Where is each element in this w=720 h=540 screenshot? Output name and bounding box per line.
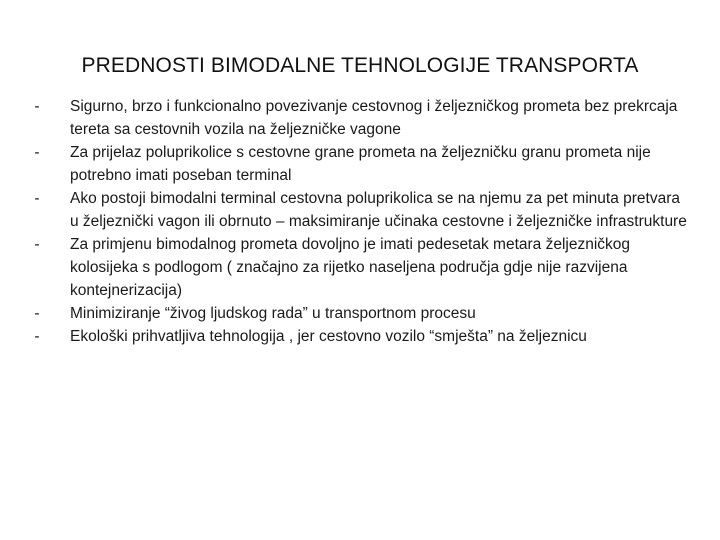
bullet-text: Ako postoji bimodalni terminal cestovna poluprikolica se na njemu za pet minuta pretvara u željeznički vagon ili obrnuto – maksimiranje učinaka cestovne i željezničke infrastrukture (70, 190, 687, 230)
slide-title: PREDNOSTI BIMODALNE TEHNOLOGIJE TRANSPORTA (81, 54, 639, 77)
bullet-item (30, 95, 690, 141)
bullet-text: Minimiziranje “živog ljudskog rada” u transportnom procesu (70, 305, 476, 322)
bullet-text: Ekološki prihvatljiva tehnologija , jer cestovno vozilo “smješta” na željeznicu (70, 328, 587, 345)
bullet-dash: - (34, 98, 40, 115)
bullet-list (30, 95, 690, 348)
bullet-text: Za prijelaz poluprikolice s cestovne grane prometa na željezničku granu prometa nije potrebno imati poseban terminal (70, 144, 651, 184)
bullet-item (30, 302, 690, 325)
bullet-item (30, 141, 690, 187)
bullet-dash: - (34, 328, 40, 345)
bullet-text: Za primjenu bimodalnog prometa dovoljno je imati pedesetak metara željezničkog kolosijeka s podlogom ( značajno za rijetko naseljena područja gdje nije razvijena kontejnerizacija) (70, 236, 631, 299)
bullet-dash: - (34, 144, 40, 161)
bullet-dash: - (34, 190, 40, 207)
bullet-item (30, 187, 690, 233)
bullet-item (30, 233, 690, 302)
bullet-dash: - (34, 236, 40, 253)
bullet-text: Sigurno, brzo i funkcionalno povezivanje cestovnog i željezničkog prometa bez prekrcaja tereta sa cestovnih vozila na željezničke vagone (70, 98, 678, 138)
bullet-item (30, 325, 690, 348)
bullet-dash: - (34, 305, 40, 322)
